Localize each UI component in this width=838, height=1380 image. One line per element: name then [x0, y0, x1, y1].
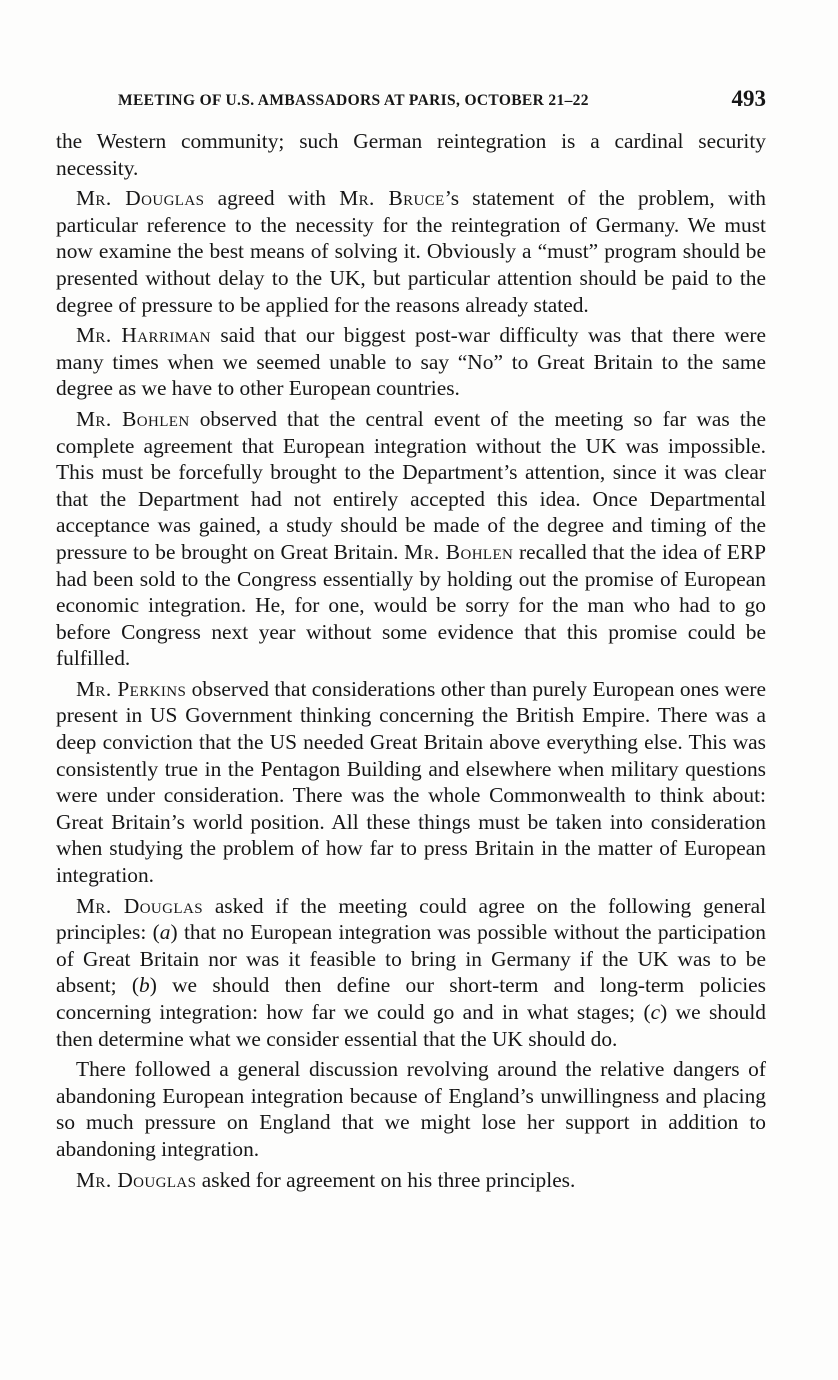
paragraph-5: [56, 676, 766, 889]
speaker-name: Mr. Bohlen: [76, 406, 190, 431]
page-number: 493: [731, 86, 766, 111]
paragraph-text: the Western community; such German reintegration is a cardinal security necessity.: [56, 129, 766, 180]
paragraph-text: observed that the central event of the meeting so far was the complete agreement that European integration without the UK was impossible. This must be forcefully brought to the Department’s attention, since it was clear that the Department had not entirely accepted this idea. Once Departmental acceptance was gained, a study should be made of the degree and timing of the pressure to be brought on Great Britain.: [56, 406, 767, 564]
paragraph-text: recalled that the idea of ERP had been sold to the Congress essentially by holding out the promise of European economic integration. He, for one, would be sorry for the man who had to go before Congress next year without some evidence that this promise could be fulfilled.: [56, 539, 767, 671]
paragraph-text: said that our biggest post-war difficulty was that there were many times when we seemed unable to say “No” to Great Britain to the same degree as we have to other European countries.: [56, 323, 766, 401]
running-header: [118, 86, 766, 116]
paragraph-1: [56, 128, 766, 181]
paragraph-6: [56, 893, 766, 1053]
paragraph-8: [56, 1167, 766, 1194]
paragraph-text: asked for agreement on his three principles.: [196, 1167, 576, 1192]
speaker-name: Mr. Bohlen: [404, 539, 514, 564]
list-label-a: a: [159, 920, 171, 945]
speaker-name: Mr. Harriman: [76, 323, 211, 348]
paragraph-2: [56, 185, 766, 318]
paragraph-text: ) we should then determine what we consider essential that the UK should do.: [56, 1000, 767, 1051]
paragraph-text: agreed with: [204, 186, 340, 211]
paragraph-3: [56, 322, 766, 402]
paragraph-text: ) we should then define our short-term and long-term policies concerning integration: how far we could go and in what stages; (: [56, 973, 766, 1024]
speaker-name: Mr. Douglas: [76, 186, 205, 211]
list-label-b: b: [139, 973, 150, 998]
paragraph-text: There followed a general discussion revolving around the relative dangers of abandoning European integration because of England’s unwillingness and placing so much pressure on England that we might lose her support in addition to abandoning integration.: [56, 1057, 766, 1161]
paragraph-text: ’s statement of the problem, with particular reference to the necessity for the reintegration of Germany. We must now examine the best means of solving it. Obviously a “must” program should be presented without delay to the UK, but particular attention should be paid to the degree of pressure to be applied for the reasons already stated.: [56, 186, 767, 317]
running-header-title: MEETING OF U.S. AMBASSADORS AT PARIS, OCTOBER 21–22: [118, 92, 589, 109]
paragraph-7: [56, 1056, 766, 1162]
body-text: [56, 128, 766, 1197]
speaker-name: Mr. Bruce: [339, 186, 445, 211]
speaker-name: Mr. Perkins: [76, 676, 187, 701]
list-label-c: c: [650, 1000, 661, 1024]
paragraph-4: [56, 406, 766, 672]
paragraph-text: asked if the meeting could agree on the following general principles: (: [56, 893, 766, 945]
paragraph-text: observed that considerations other than purely European ones were present in US Government thinking concerning the British Empire. There was a deep conviction that the US needed Great Britain above everything else. This was consistently true in the Pentagon Building and elsewhere when military questions were under consideration. There was the whole Commonwealth to think about: Great Britain’s world position. All these things must be taken into consideration when studying the problem of how far to press Britain in the matter of European integration.: [56, 676, 767, 888]
paragraph-text: ) that no European integration was possible without the participation of Great Britain nor was it feasible to bring in Germany if the UK was to be absent; (: [56, 920, 767, 998]
speaker-name: Mr. Douglas: [76, 1167, 197, 1192]
speaker-name: Mr. Douglas: [76, 893, 203, 918]
